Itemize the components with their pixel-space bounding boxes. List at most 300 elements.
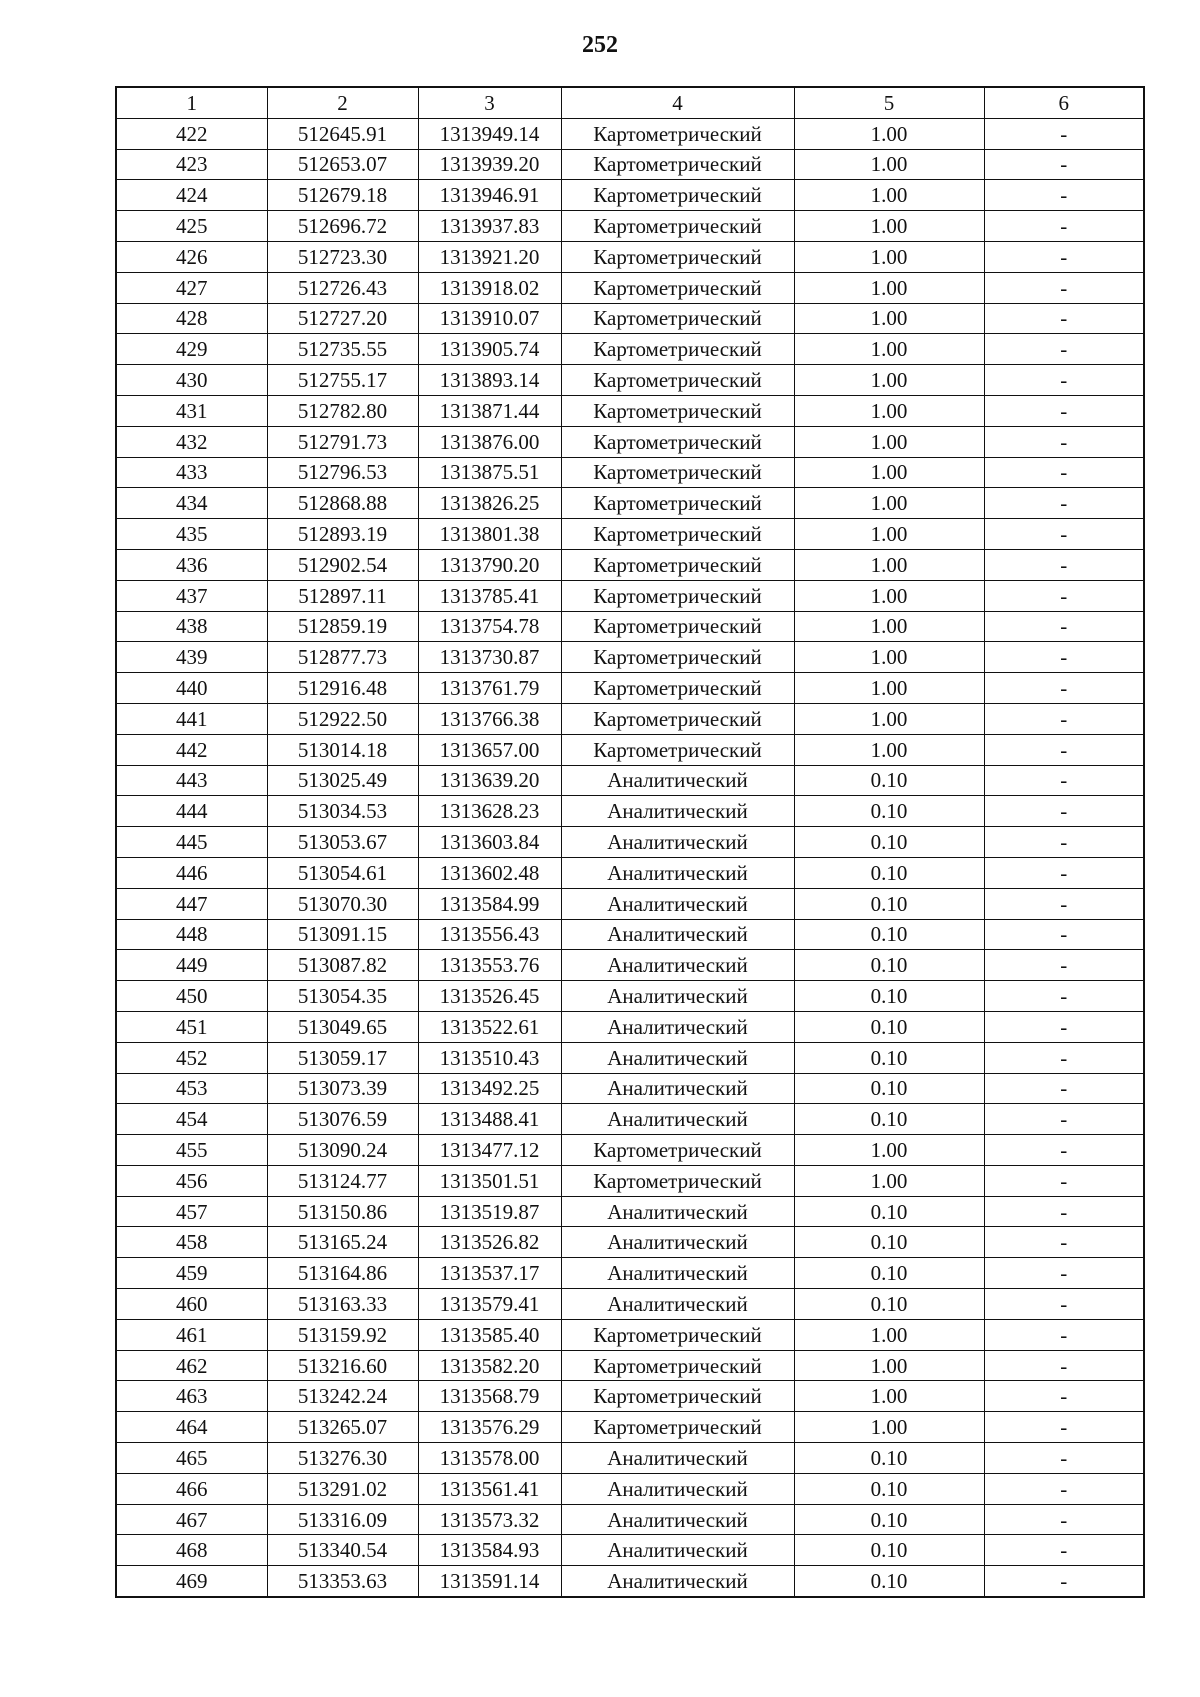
method-cell: Аналитический: [561, 1104, 794, 1135]
description-cell: -: [984, 118, 1144, 149]
accuracy-cell: 1.00: [794, 611, 984, 642]
y-coordinate-cell: 1313949.14: [418, 118, 561, 149]
point-number-cell: 432: [116, 426, 267, 457]
method-cell: Аналитический: [561, 765, 794, 796]
method-cell: Аналитический: [561, 796, 794, 827]
method-cell: Аналитический: [561, 981, 794, 1012]
method-cell: Картометрический: [561, 303, 794, 334]
point-number-cell: 469: [116, 1566, 267, 1597]
table-row: [116, 1473, 1144, 1504]
accuracy-cell: 0.10: [794, 1073, 984, 1104]
y-coordinate-cell: 1313946.91: [418, 180, 561, 211]
method-cell: Картометрический: [561, 488, 794, 519]
x-coordinate-cell: 513054.35: [267, 981, 418, 1012]
method-cell: Аналитический: [561, 827, 794, 858]
point-number-cell: 467: [116, 1504, 267, 1535]
point-number-cell: 465: [116, 1443, 267, 1474]
description-cell: -: [984, 519, 1144, 550]
method-cell: Картометрический: [561, 1350, 794, 1381]
accuracy-cell: 1.00: [794, 303, 984, 334]
description-cell: -: [984, 611, 1144, 642]
description-cell: -: [984, 1473, 1144, 1504]
table-row: [116, 919, 1144, 950]
y-coordinate-cell: 1313477.12: [418, 1135, 561, 1166]
description-cell: -: [984, 1412, 1144, 1443]
description-cell: -: [984, 180, 1144, 211]
y-coordinate-cell: 1313785.41: [418, 580, 561, 611]
table-row: [116, 241, 1144, 272]
point-number-cell: 425: [116, 211, 267, 242]
accuracy-cell: 1.00: [794, 241, 984, 272]
table-row: [116, 981, 1144, 1012]
method-cell: Аналитический: [561, 857, 794, 888]
description-cell: -: [984, 919, 1144, 950]
method-cell: Картометрический: [561, 395, 794, 426]
description-cell: -: [984, 549, 1144, 580]
method-cell: Картометрический: [561, 673, 794, 704]
point-number-cell: 428: [116, 303, 267, 334]
x-coordinate-cell: 513242.24: [267, 1381, 418, 1412]
x-coordinate-cell: 513053.67: [267, 827, 418, 858]
table-row: [116, 457, 1144, 488]
description-cell: -: [984, 241, 1144, 272]
accuracy-cell: 0.10: [794, 1227, 984, 1258]
y-coordinate-cell: 1313875.51: [418, 457, 561, 488]
y-coordinate-cell: 1313568.79: [418, 1381, 561, 1412]
description-cell: -: [984, 1258, 1144, 1289]
x-coordinate-cell: 512791.73: [267, 426, 418, 457]
accuracy-cell: 0.10: [794, 857, 984, 888]
x-coordinate-cell: 512679.18: [267, 180, 418, 211]
accuracy-cell: 1.00: [794, 580, 984, 611]
accuracy-cell: 1.00: [794, 180, 984, 211]
table-row: [116, 180, 1144, 211]
point-number-cell: 463: [116, 1381, 267, 1412]
y-coordinate-cell: 1313578.00: [418, 1443, 561, 1474]
description-cell: -: [984, 365, 1144, 396]
y-coordinate-cell: 1313876.00: [418, 426, 561, 457]
method-cell: Картометрический: [561, 642, 794, 673]
method-cell: Картометрический: [561, 426, 794, 457]
accuracy-cell: 1.00: [794, 395, 984, 426]
y-coordinate-cell: 1313602.48: [418, 857, 561, 888]
table-row: [116, 950, 1144, 981]
x-coordinate-cell: 513159.92: [267, 1319, 418, 1350]
table-row: [116, 334, 1144, 365]
description-cell: -: [984, 673, 1144, 704]
x-coordinate-cell: 513276.30: [267, 1443, 418, 1474]
accuracy-cell: 1.00: [794, 1381, 984, 1412]
x-coordinate-cell: 513073.39: [267, 1073, 418, 1104]
accuracy-cell: 1.00: [794, 549, 984, 580]
y-coordinate-cell: 1313585.40: [418, 1319, 561, 1350]
x-coordinate-cell: 513216.60: [267, 1350, 418, 1381]
y-coordinate-cell: 1313639.20: [418, 765, 561, 796]
description-cell: -: [984, 395, 1144, 426]
description-cell: -: [984, 1073, 1144, 1104]
accuracy-cell: 0.10: [794, 1011, 984, 1042]
accuracy-cell: 0.10: [794, 1566, 984, 1597]
table-row: [116, 395, 1144, 426]
x-coordinate-cell: 512723.30: [267, 241, 418, 272]
accuracy-cell: 1.00: [794, 1165, 984, 1196]
description-cell: -: [984, 1196, 1144, 1227]
x-coordinate-cell: 513070.30: [267, 888, 418, 919]
accuracy-cell: 0.10: [794, 1504, 984, 1535]
accuracy-cell: 0.10: [794, 765, 984, 796]
description-cell: -: [984, 642, 1144, 673]
x-coordinate-cell: 513090.24: [267, 1135, 418, 1166]
accuracy-cell: 1.00: [794, 457, 984, 488]
x-coordinate-cell: 513014.18: [267, 734, 418, 765]
method-cell: Картометрический: [561, 334, 794, 365]
x-coordinate-cell: 513049.65: [267, 1011, 418, 1042]
point-number-cell: 446: [116, 857, 267, 888]
accuracy-cell: 1.00: [794, 519, 984, 550]
table-row: [116, 549, 1144, 580]
method-cell: Картометрический: [561, 611, 794, 642]
description-cell: -: [984, 1504, 1144, 1535]
table-row: [116, 857, 1144, 888]
accuracy-cell: 0.10: [794, 1473, 984, 1504]
point-number-cell: 440: [116, 673, 267, 704]
accuracy-cell: 1.00: [794, 118, 984, 149]
point-number-cell: 441: [116, 703, 267, 734]
accuracy-cell: 1.00: [794, 488, 984, 519]
method-cell: Картометрический: [561, 1412, 794, 1443]
description-cell: -: [984, 272, 1144, 303]
page-number: 252: [582, 32, 618, 58]
y-coordinate-cell: 1313766.38: [418, 703, 561, 734]
x-coordinate-cell: 513076.59: [267, 1104, 418, 1135]
x-coordinate-cell: 512877.73: [267, 642, 418, 673]
x-coordinate-cell: 513087.82: [267, 950, 418, 981]
table-row: [116, 765, 1144, 796]
method-cell: Аналитический: [561, 919, 794, 950]
description-cell: -: [984, 1227, 1144, 1258]
point-number-cell: 430: [116, 365, 267, 396]
method-cell: Картометрический: [561, 1381, 794, 1412]
y-coordinate-cell: 1313526.82: [418, 1227, 561, 1258]
y-coordinate-cell: 1313790.20: [418, 549, 561, 580]
table-row: [116, 734, 1144, 765]
point-number-cell: 427: [116, 272, 267, 303]
y-coordinate-cell: 1313553.76: [418, 950, 561, 981]
accuracy-cell: 1.00: [794, 334, 984, 365]
y-coordinate-cell: 1313510.43: [418, 1042, 561, 1073]
accuracy-cell: 0.10: [794, 1535, 984, 1566]
table-row: [116, 796, 1144, 827]
x-coordinate-cell: 512916.48: [267, 673, 418, 704]
point-number-cell: 457: [116, 1196, 267, 1227]
table-row: [116, 519, 1144, 550]
accuracy-cell: 1.00: [794, 1412, 984, 1443]
x-coordinate-cell: 513316.09: [267, 1504, 418, 1535]
point-number-cell: 455: [116, 1135, 267, 1166]
x-coordinate-cell: 512726.43: [267, 272, 418, 303]
point-number-cell: 448: [116, 919, 267, 950]
point-number-cell: 438: [116, 611, 267, 642]
x-coordinate-cell: 513165.24: [267, 1227, 418, 1258]
table-row: [116, 611, 1144, 642]
y-coordinate-cell: 1313492.25: [418, 1073, 561, 1104]
x-coordinate-cell: 512922.50: [267, 703, 418, 734]
table-row: [116, 580, 1144, 611]
point-number-cell: 468: [116, 1535, 267, 1566]
header-row: [116, 87, 1144, 118]
accuracy-cell: 0.10: [794, 1258, 984, 1289]
point-number-cell: 437: [116, 580, 267, 611]
description-cell: -: [984, 1135, 1144, 1166]
accuracy-cell: 1.00: [794, 1319, 984, 1350]
table-row: [116, 1504, 1144, 1535]
method-cell: Аналитический: [561, 1011, 794, 1042]
x-coordinate-cell: 513353.63: [267, 1566, 418, 1597]
method-cell: Аналитический: [561, 1042, 794, 1073]
x-coordinate-cell: 513054.61: [267, 857, 418, 888]
x-coordinate-cell: 513124.77: [267, 1165, 418, 1196]
y-coordinate-cell: 1313591.14: [418, 1566, 561, 1597]
x-coordinate-cell: 513059.17: [267, 1042, 418, 1073]
accuracy-cell: 0.10: [794, 1443, 984, 1474]
accuracy-cell: 0.10: [794, 796, 984, 827]
point-number-cell: 439: [116, 642, 267, 673]
method-cell: Аналитический: [561, 1504, 794, 1535]
point-number-cell: 423: [116, 149, 267, 180]
table-row: [116, 1227, 1144, 1258]
column-header-2: 2: [267, 87, 418, 118]
table-header: [116, 87, 1144, 118]
method-cell: Аналитический: [561, 1473, 794, 1504]
description-cell: -: [984, 1350, 1144, 1381]
method-cell: Аналитический: [561, 1258, 794, 1289]
y-coordinate-cell: 1313582.20: [418, 1350, 561, 1381]
x-coordinate-cell: 512645.91: [267, 118, 418, 149]
table-row: [116, 1258, 1144, 1289]
x-coordinate-cell: 513164.86: [267, 1258, 418, 1289]
x-coordinate-cell: 512893.19: [267, 519, 418, 550]
table-row: [116, 1196, 1144, 1227]
method-cell: Аналитический: [561, 1289, 794, 1320]
x-coordinate-cell: 512859.19: [267, 611, 418, 642]
y-coordinate-cell: 1313761.79: [418, 673, 561, 704]
point-number-cell: 422: [116, 118, 267, 149]
y-coordinate-cell: 1313905.74: [418, 334, 561, 365]
point-number-cell: 444: [116, 796, 267, 827]
x-coordinate-cell: 512897.11: [267, 580, 418, 611]
table-row: [116, 1443, 1144, 1474]
column-header-3: 3: [418, 87, 561, 118]
method-cell: Аналитический: [561, 1196, 794, 1227]
method-cell: Картометрический: [561, 580, 794, 611]
table-row: [116, 1535, 1144, 1566]
x-coordinate-cell: 512696.72: [267, 211, 418, 242]
table-row: [116, 642, 1144, 673]
table-row: [116, 1011, 1144, 1042]
y-coordinate-cell: 1313826.25: [418, 488, 561, 519]
y-coordinate-cell: 1313537.17: [418, 1258, 561, 1289]
x-coordinate-cell: 512755.17: [267, 365, 418, 396]
y-coordinate-cell: 1313584.93: [418, 1535, 561, 1566]
method-cell: Картометрический: [561, 211, 794, 242]
x-coordinate-cell: 512727.20: [267, 303, 418, 334]
x-coordinate-cell: 513265.07: [267, 1412, 418, 1443]
point-number-cell: 431: [116, 395, 267, 426]
table-row: [116, 488, 1144, 519]
description-cell: -: [984, 857, 1144, 888]
method-cell: Картометрический: [561, 1319, 794, 1350]
accuracy-cell: 1.00: [794, 642, 984, 673]
description-cell: -: [984, 1381, 1144, 1412]
description-cell: -: [984, 765, 1144, 796]
accuracy-cell: 1.00: [794, 673, 984, 704]
x-coordinate-cell: 513163.33: [267, 1289, 418, 1320]
table-row: [116, 888, 1144, 919]
method-cell: Картометрический: [561, 149, 794, 180]
table-body: [116, 118, 1144, 1597]
y-coordinate-cell: 1313657.00: [418, 734, 561, 765]
description-cell: -: [984, 1319, 1144, 1350]
point-number-cell: 449: [116, 950, 267, 981]
column-header-1: 1: [116, 87, 267, 118]
method-cell: Аналитический: [561, 1566, 794, 1597]
y-coordinate-cell: 1313576.29: [418, 1412, 561, 1443]
x-coordinate-cell: 513025.49: [267, 765, 418, 796]
x-coordinate-cell: 512796.53: [267, 457, 418, 488]
table-row: [116, 426, 1144, 457]
y-coordinate-cell: 1313522.61: [418, 1011, 561, 1042]
description-cell: -: [984, 580, 1144, 611]
table-row: [116, 1165, 1144, 1196]
description-cell: -: [984, 796, 1144, 827]
point-number-cell: 466: [116, 1473, 267, 1504]
table-row: [116, 1566, 1144, 1597]
point-number-cell: 435: [116, 519, 267, 550]
point-number-cell: 461: [116, 1319, 267, 1350]
y-coordinate-cell: 1313579.41: [418, 1289, 561, 1320]
table-row: [116, 365, 1144, 396]
description-cell: -: [984, 1104, 1144, 1135]
y-coordinate-cell: 1313603.84: [418, 827, 561, 858]
table-row: [116, 1412, 1144, 1443]
y-coordinate-cell: 1313730.87: [418, 642, 561, 673]
description-cell: -: [984, 734, 1144, 765]
table-row: [116, 149, 1144, 180]
method-cell: Картометрический: [561, 457, 794, 488]
description-cell: -: [984, 950, 1144, 981]
y-coordinate-cell: 1313519.87: [418, 1196, 561, 1227]
method-cell: Аналитический: [561, 1227, 794, 1258]
method-cell: Картометрический: [561, 118, 794, 149]
description-cell: -: [984, 1566, 1144, 1597]
table-row: [116, 211, 1144, 242]
y-coordinate-cell: 1313556.43: [418, 919, 561, 950]
point-number-cell: 436: [116, 549, 267, 580]
description-cell: -: [984, 303, 1144, 334]
point-number-cell: 424: [116, 180, 267, 211]
method-cell: Аналитический: [561, 1535, 794, 1566]
point-number-cell: 442: [116, 734, 267, 765]
accuracy-cell: 0.10: [794, 981, 984, 1012]
table-row: [116, 118, 1144, 149]
point-number-cell: 426: [116, 241, 267, 272]
y-coordinate-cell: 1313871.44: [418, 395, 561, 426]
point-number-cell: 452: [116, 1042, 267, 1073]
x-coordinate-cell: 513340.54: [267, 1535, 418, 1566]
point-number-cell: 447: [116, 888, 267, 919]
y-coordinate-cell: 1313937.83: [418, 211, 561, 242]
method-cell: Картометрический: [561, 1135, 794, 1166]
point-number-cell: 458: [116, 1227, 267, 1258]
table-row: [116, 1042, 1144, 1073]
method-cell: Картометрический: [561, 241, 794, 272]
y-coordinate-cell: 1313501.51: [418, 1165, 561, 1196]
accuracy-cell: 0.10: [794, 1196, 984, 1227]
accuracy-cell: 1.00: [794, 734, 984, 765]
y-coordinate-cell: 1313526.45: [418, 981, 561, 1012]
table-row: [116, 1289, 1144, 1320]
method-cell: Картометрический: [561, 703, 794, 734]
accuracy-cell: 0.10: [794, 919, 984, 950]
y-coordinate-cell: 1313488.41: [418, 1104, 561, 1135]
point-number-cell: 454: [116, 1104, 267, 1135]
description-cell: -: [984, 149, 1144, 180]
x-coordinate-cell: 513034.53: [267, 796, 418, 827]
point-number-cell: 429: [116, 334, 267, 365]
description-cell: -: [984, 1535, 1144, 1566]
accuracy-cell: 1.00: [794, 149, 984, 180]
point-number-cell: 459: [116, 1258, 267, 1289]
y-coordinate-cell: 1313939.20: [418, 149, 561, 180]
table-row: [116, 703, 1144, 734]
point-number-cell: 433: [116, 457, 267, 488]
y-coordinate-cell: 1313801.38: [418, 519, 561, 550]
accuracy-cell: 0.10: [794, 1289, 984, 1320]
method-cell: Картометрический: [561, 549, 794, 580]
method-cell: Картометрический: [561, 365, 794, 396]
method-cell: Картометрический: [561, 1165, 794, 1196]
point-number-cell: 460: [116, 1289, 267, 1320]
x-coordinate-cell: 512902.54: [267, 549, 418, 580]
point-number-cell: 453: [116, 1073, 267, 1104]
table-row: [116, 1135, 1144, 1166]
coordinates-table: [115, 86, 1145, 1598]
y-coordinate-cell: 1313754.78: [418, 611, 561, 642]
point-number-cell: 456: [116, 1165, 267, 1196]
x-coordinate-cell: 513150.86: [267, 1196, 418, 1227]
description-cell: -: [984, 888, 1144, 919]
point-number-cell: 443: [116, 765, 267, 796]
table-row: [116, 1350, 1144, 1381]
y-coordinate-cell: 1313584.99: [418, 888, 561, 919]
y-coordinate-cell: 1313628.23: [418, 796, 561, 827]
method-cell: Аналитический: [561, 1073, 794, 1104]
accuracy-cell: 0.10: [794, 1042, 984, 1073]
description-cell: -: [984, 426, 1144, 457]
point-number-cell: 434: [116, 488, 267, 519]
description-cell: -: [984, 981, 1144, 1012]
description-cell: -: [984, 211, 1144, 242]
accuracy-cell: 1.00: [794, 426, 984, 457]
method-cell: Картометрический: [561, 734, 794, 765]
accuracy-cell: 0.10: [794, 827, 984, 858]
point-number-cell: 445: [116, 827, 267, 858]
method-cell: Картометрический: [561, 272, 794, 303]
y-coordinate-cell: 1313910.07: [418, 303, 561, 334]
accuracy-cell: 0.10: [794, 888, 984, 919]
y-coordinate-cell: 1313573.32: [418, 1504, 561, 1535]
description-cell: -: [984, 1289, 1144, 1320]
